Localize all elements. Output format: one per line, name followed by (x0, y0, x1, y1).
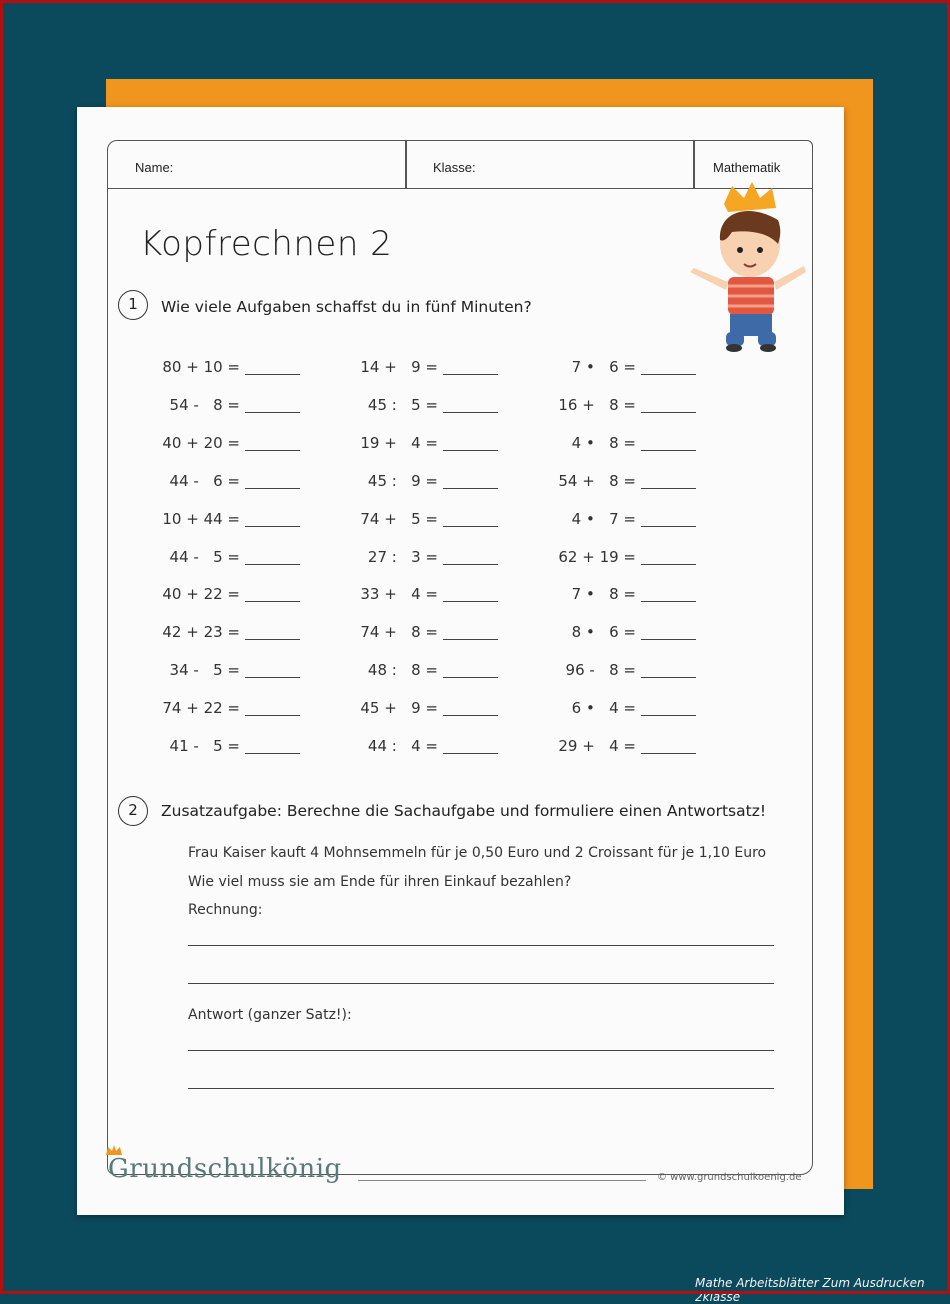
arithmetic-problem: 62 + 19 = (558, 548, 636, 566)
arithmetic-problem: 40 + 20 = (162, 434, 240, 452)
answer-blank[interactable] (245, 412, 300, 413)
answer-blank[interactable] (245, 450, 300, 451)
arithmetic-problem: 4 • 8 = (571, 434, 636, 452)
answer-blank[interactable] (443, 639, 498, 640)
answer-blank[interactable] (245, 526, 300, 527)
arithmetic-problem: 80 + 10 = (162, 358, 240, 376)
answer-blank[interactable] (641, 488, 696, 489)
answer-label: Antwort (ganzer Satz!): (188, 1007, 352, 1023)
arithmetic-problem: 8 • 6 = (571, 623, 636, 641)
answer-blank[interactable] (443, 677, 498, 678)
image-caption: Mathe Arbeitsblätter Zum Ausdrucken 2klasse (695, 1276, 925, 1304)
answer-blank[interactable] (443, 715, 498, 716)
arithmetic-problem: 48 : 8 = (367, 661, 438, 679)
arithmetic-problem: 7 • 6 = (571, 358, 636, 376)
answer-blank[interactable] (245, 488, 300, 489)
answer-line[interactable] (188, 1050, 774, 1051)
answer-blank[interactable] (641, 601, 696, 602)
answer-blank[interactable] (245, 715, 300, 716)
header-divider (405, 140, 407, 188)
copyright-text: © www.grundschulkoenig.de (657, 1172, 802, 1183)
arithmetic-problem: 40 + 22 = (162, 585, 240, 603)
answer-blank[interactable] (245, 564, 300, 565)
answer-blank[interactable] (245, 677, 300, 678)
arithmetic-problem: 44 : 4 = (367, 737, 438, 755)
task2-instruction: Zusatzaufgabe: Berechne die Sachaufgabe und formuliere einen Antwortsatz! (161, 802, 767, 820)
answer-blank[interactable] (443, 526, 498, 527)
calculation-line[interactable] (188, 983, 774, 984)
answer-blank[interactable] (443, 601, 498, 602)
answer-blank[interactable] (443, 374, 498, 375)
arithmetic-problem: 44 - 6 = (169, 472, 240, 490)
arithmetic-problem: 16 + 8 = (558, 396, 636, 414)
answer-blank[interactable] (443, 564, 498, 565)
crown-icon (724, 182, 776, 212)
answer-blank[interactable] (245, 374, 300, 375)
answer-blank[interactable] (245, 639, 300, 640)
boy-with-crown-illustration (688, 182, 808, 352)
arithmetic-problem: 4 • 7 = (571, 510, 636, 528)
arithmetic-problem: 7 • 8 = (571, 585, 636, 603)
answer-blank[interactable] (641, 677, 696, 678)
brand-logo: Grundschulkönig (108, 1154, 342, 1184)
arithmetic-problem: 45 : 9 = (367, 472, 438, 490)
arithmetic-problem: 96 - 8 = (565, 661, 636, 679)
answer-blank[interactable] (443, 450, 498, 451)
arithmetic-problem: 54 - 8 = (169, 396, 240, 414)
arithmetic-problem: 14 + 9 = (360, 358, 438, 376)
arithmetic-problem: 6 • 4 = (571, 699, 636, 717)
arithmetic-problem: 54 + 8 = (558, 472, 636, 490)
arithmetic-problem: 74 + 5 = (360, 510, 438, 528)
calculation-line[interactable] (188, 945, 774, 946)
answer-blank[interactable] (641, 412, 696, 413)
arithmetic-problem: 42 + 23 = (162, 623, 240, 641)
word-problem-line-1: Frau Kaiser kauft 4 Mohnsemmeln für je 0,50 Euro und 2 Croissant für je 1,10 Euro (188, 845, 767, 861)
answer-blank[interactable] (245, 601, 300, 602)
arithmetic-problem: 27 : 3 = (367, 548, 438, 566)
answer-blank[interactable] (443, 753, 498, 754)
arithmetic-problem: 34 - 5 = (169, 661, 240, 679)
arithmetic-problem: 29 + 4 = (558, 737, 636, 755)
arithmetic-problem: 45 : 5 = (367, 396, 438, 414)
task-number-1: 1 (118, 290, 148, 320)
answer-blank[interactable] (641, 639, 696, 640)
answer-blank[interactable] (641, 450, 696, 451)
arithmetic-problem: 45 + 9 = (360, 699, 438, 717)
arithmetic-problem: 41 - 5 = (169, 737, 240, 755)
answer-blank[interactable] (641, 753, 696, 754)
subject-label: Mathematik (713, 160, 781, 175)
answer-blank[interactable] (641, 715, 696, 716)
arithmetic-problem: 33 + 4 = (360, 585, 438, 603)
arithmetic-problem: 44 - 5 = (169, 548, 240, 566)
answer-blank[interactable] (641, 564, 696, 565)
word-problem-line-2: Wie viel muss sie am Ende für ihren Einkauf bezahlen? (188, 874, 572, 890)
answer-blank[interactable] (245, 753, 300, 754)
class-label: Klasse: (433, 160, 476, 175)
calculation-label: Rechnung: (188, 902, 263, 918)
answer-blank[interactable] (443, 412, 498, 413)
task1-instruction: Wie viele Aufgaben schaffst du in fünf Minuten? (161, 298, 532, 316)
answer-blank[interactable] (641, 374, 696, 375)
arithmetic-problem: 10 + 44 = (162, 510, 240, 528)
worksheet-title: Kopfrechnen 2 (140, 224, 393, 264)
answer-line[interactable] (188, 1088, 774, 1089)
task-number-2: 2 (118, 796, 148, 826)
arithmetic-problem: 19 + 4 = (360, 434, 438, 452)
answer-blank[interactable] (641, 526, 696, 527)
arithmetic-problem: 74 + 22 = (162, 699, 240, 717)
header-divider (693, 140, 695, 188)
footer-divider (358, 1180, 646, 1181)
arithmetic-problem: 74 + 8 = (360, 623, 438, 641)
answer-blank[interactable] (443, 488, 498, 489)
name-label: Name: (135, 160, 174, 175)
